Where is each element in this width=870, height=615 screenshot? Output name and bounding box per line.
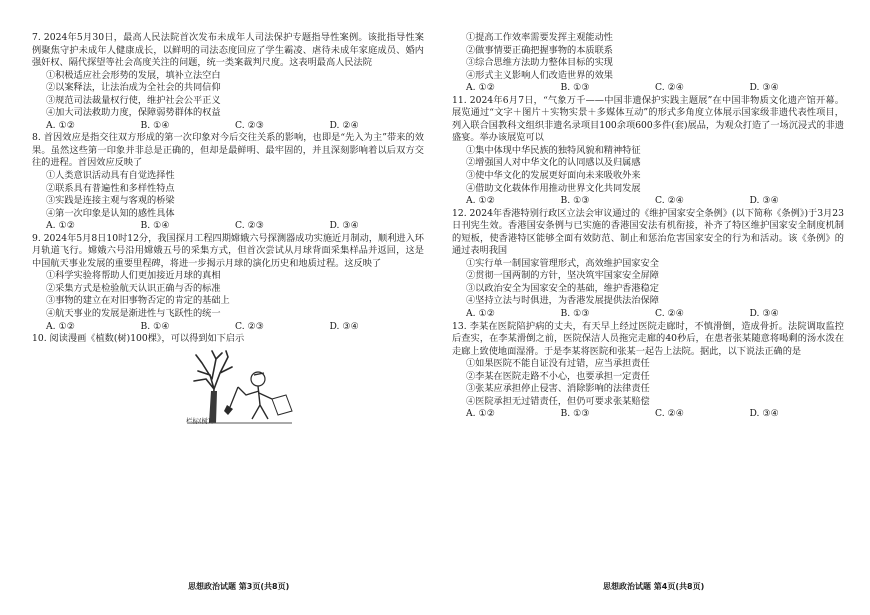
- statement: ③事物的建立在对旧事物否定的肯定的基础上: [46, 295, 230, 307]
- statement: ②做事情要正确把握事物的本质联系: [466, 44, 613, 56]
- choice-b[interactable]: B. ①④: [140, 220, 170, 232]
- choice-c[interactable]: C. ②③: [235, 320, 265, 332]
- choice-b[interactable]: B. ①③: [560, 308, 590, 320]
- statement: ①科学实验将帮助人们更加接近月球的真相: [46, 270, 221, 282]
- question-12: [452, 208, 844, 321]
- page-footer-left: 思想政治试题 第3页(共8页): [188, 582, 290, 591]
- question-7-stem: 7. 2024年5月30日，最高人民法院首次发布未成年人司法保护专题指导性案例。该批指导性案例聚焦守护未成年人健康成长，以鲜明的司法态度回应了学生霸凌、虐待未成年家庭成员、婚内强奸权、隔代探望等社会高度关注的问题，统一类案裁判尺度。这表明最高人民法院: [32, 32, 424, 69]
- question-8: [32, 132, 424, 232]
- choice-d[interactable]: D. ③④: [749, 82, 779, 94]
- statement: ②以案释法，让法治成为全社会的共同信仰: [46, 82, 221, 94]
- left-column: [32, 32, 424, 430]
- choice-d[interactable]: D. ③④: [329, 320, 359, 332]
- statement: ③综合思维方法助力整体目标的实现: [466, 57, 613, 69]
- statement: ④坚持立法与时俱进，为香港发展提供法治保障: [466, 295, 659, 307]
- choice-d[interactable]: D. ③④: [749, 408, 779, 420]
- question-10: [32, 333, 424, 427]
- statement: ②增强国人对中华文化的认同感以及归属感: [466, 157, 641, 169]
- choice-a[interactable]: A. ①②: [466, 308, 495, 320]
- choice-b[interactable]: B. ①④: [140, 320, 170, 332]
- statement: ③以政治安全为国家安全的基础，维护香港稳定: [466, 282, 659, 294]
- right-column: [452, 32, 844, 421]
- answer-choices: [32, 321, 424, 334]
- choice-a[interactable]: A. ①②: [46, 220, 75, 232]
- statement: ④借助文化载体作用推动世界文化共同发展: [466, 182, 641, 194]
- statement: ②李某在医院走路不小心，也要承担一定责任: [466, 370, 650, 382]
- choice-d[interactable]: D. ③④: [749, 308, 779, 320]
- question-13-stem: 13. 李某在医院陪护病的丈夫，有天早上经过医院走廊时，不慎滑倒，造成骨折。法院调取监控后查实，在李某滑倒之前，医院保洁人员拖完走廊的40秒后，在患者张某随意将喝剩的汤水泼在走廊上致使地面湿滑。于是李某将医院和张某一起告上法院。据此，以下说法正确的是: [452, 320, 844, 357]
- question-10-continued: [452, 32, 844, 95]
- answer-choices: [452, 308, 844, 321]
- answer-choices: [452, 82, 844, 95]
- statement: ③实践是连接主观与客观的桥梁: [46, 195, 175, 207]
- statement: ④医院承担无过错责任，但仍可要求张某赔偿: [466, 395, 650, 407]
- question-8-stem: 8. 首因效应是指交往双方形成的第一次印象对今后交往关系的影响，也即是“先入为主”带来的效果。虽然这些第一印象并非总是正确的，但却是最鲜明、最牢固的，并且深刻影响着以后双方交往的进程。首因效应反映了: [32, 132, 424, 169]
- statement: ①实行单一制国家管理形式，高效维护国家安全: [466, 257, 659, 269]
- choice-c[interactable]: C. ②④: [655, 195, 685, 207]
- question-13: [452, 321, 844, 421]
- choice-a[interactable]: A. ①②: [466, 408, 495, 420]
- answer-choices: [32, 120, 424, 133]
- statement: ②联系具有普遍性和多样性特点: [46, 182, 175, 194]
- choice-b[interactable]: B. ①③: [560, 82, 590, 94]
- question-11: [452, 95, 844, 208]
- answer-choices: [452, 195, 844, 208]
- statement: ①积极适应社会形势的发展，填补立法空白: [46, 69, 221, 81]
- choice-b[interactable]: B. ①③: [560, 195, 590, 207]
- choice-c[interactable]: C. ②④: [655, 408, 685, 420]
- choice-a[interactable]: A. ①②: [466, 195, 495, 207]
- question-11-stem: 11. 2024年6月7日，“气象万千——中国非遗保护实践主题展”在中国非物质文化遗产馆开幕。展览通过“文字＋图片＋实物实景＋多媒体互动”的形式多角度立体展示国家级非遗代表性项目，列入联合国教科文组织非遗名录项目100余项600多件(套)展品，为观众打造了一场沉浸式的非遗盛宴。举办该展览可以: [452, 94, 844, 144]
- choice-c[interactable]: C. ②③: [235, 119, 265, 131]
- question-7: [32, 32, 424, 132]
- question-10-stem: 10. 阅读漫画《植数(树)100棵》，可以得到如下启示: [32, 333, 245, 345]
- statement: ④第一次印象是认知的感性具体: [46, 207, 175, 219]
- statement: ③规范司法裁量权行使，维护社会公平正义: [46, 94, 221, 106]
- question-9: [32, 233, 424, 333]
- page-footer-right: 思想政治试题 第4页(共8页): [603, 582, 705, 591]
- statement: ①人类意识活动具有自觉选择性: [46, 170, 175, 182]
- statement: ④形式主义影响人们改造世界的效果: [466, 69, 613, 81]
- choice-c[interactable]: C. ②④: [655, 308, 685, 320]
- question-12-stem: 12. 2024年香港特别行政区立法会审议通过的《维护国家安全条例》(以下简称《条例》)于3月23日刊宪生效。香港国安条例与已实施的香港国安法有机衔接，补齐了特区维护国家安全制度机制的短板，使香港特区能够全面有效防范、制止和惩治危害国家安全的行为和活动。该《条例》的通过表明我国: [452, 207, 844, 257]
- statement: ③使中华文化的发展更好面向未来吸收外来: [466, 170, 641, 182]
- statement: ②贯彻一国两制的方针，坚决筑牢国家安全屏障: [466, 270, 659, 282]
- cartoon-illustration: [182, 349, 302, 427]
- choice-c[interactable]: C. ②③: [235, 220, 265, 232]
- choice-d[interactable]: D. ③④: [749, 195, 779, 207]
- statement: ③张某应承担停止侵害、消除影响的法律责任: [466, 383, 650, 395]
- choice-a[interactable]: A. ①②: [466, 82, 495, 94]
- statement: ①如果医院不能自证没有过错，应当承担责任: [466, 358, 650, 370]
- choice-a[interactable]: A. ①②: [46, 320, 75, 332]
- statement: ②采集方式是检验航天认识正确与否的标准: [46, 282, 221, 294]
- question-9-stem: 9. 2024年5月8日10时12分，我国探月工程四期嫦娥六号探测器成功实施近月制动，顺利进入环月轨道飞行。嫦娥六号沿用嫦娥五号的采集方式，但首次尝试从月球背面采集样品并返回，这是中国航天事业发展的重要里程碑，将进一步揭示月球的演化历史和地质过程。这反映了: [32, 232, 424, 269]
- choice-d[interactable]: D. ②④: [329, 119, 359, 131]
- choice-b[interactable]: B. ①③: [560, 408, 590, 420]
- statement: ①集中体现中华民族的独特风貌和精神特征: [466, 144, 641, 156]
- statement: ④航天事业的发展是渐进性与飞跃性的统一: [46, 308, 221, 320]
- choice-d[interactable]: D. ③④: [329, 220, 359, 232]
- statement: ④加大司法救助力度，保障弱势群体的权益: [46, 107, 221, 119]
- choice-b[interactable]: B. ①④: [140, 119, 170, 131]
- statement: ①提高工作效率需要发挥主观能动性: [466, 32, 613, 43]
- answer-choices: [32, 220, 424, 233]
- choice-a[interactable]: A. ①②: [46, 119, 75, 131]
- choice-c[interactable]: C. ②④: [655, 82, 685, 94]
- cartoon-caption: 栏标(树): [186, 416, 211, 425]
- answer-choices: [452, 408, 844, 421]
